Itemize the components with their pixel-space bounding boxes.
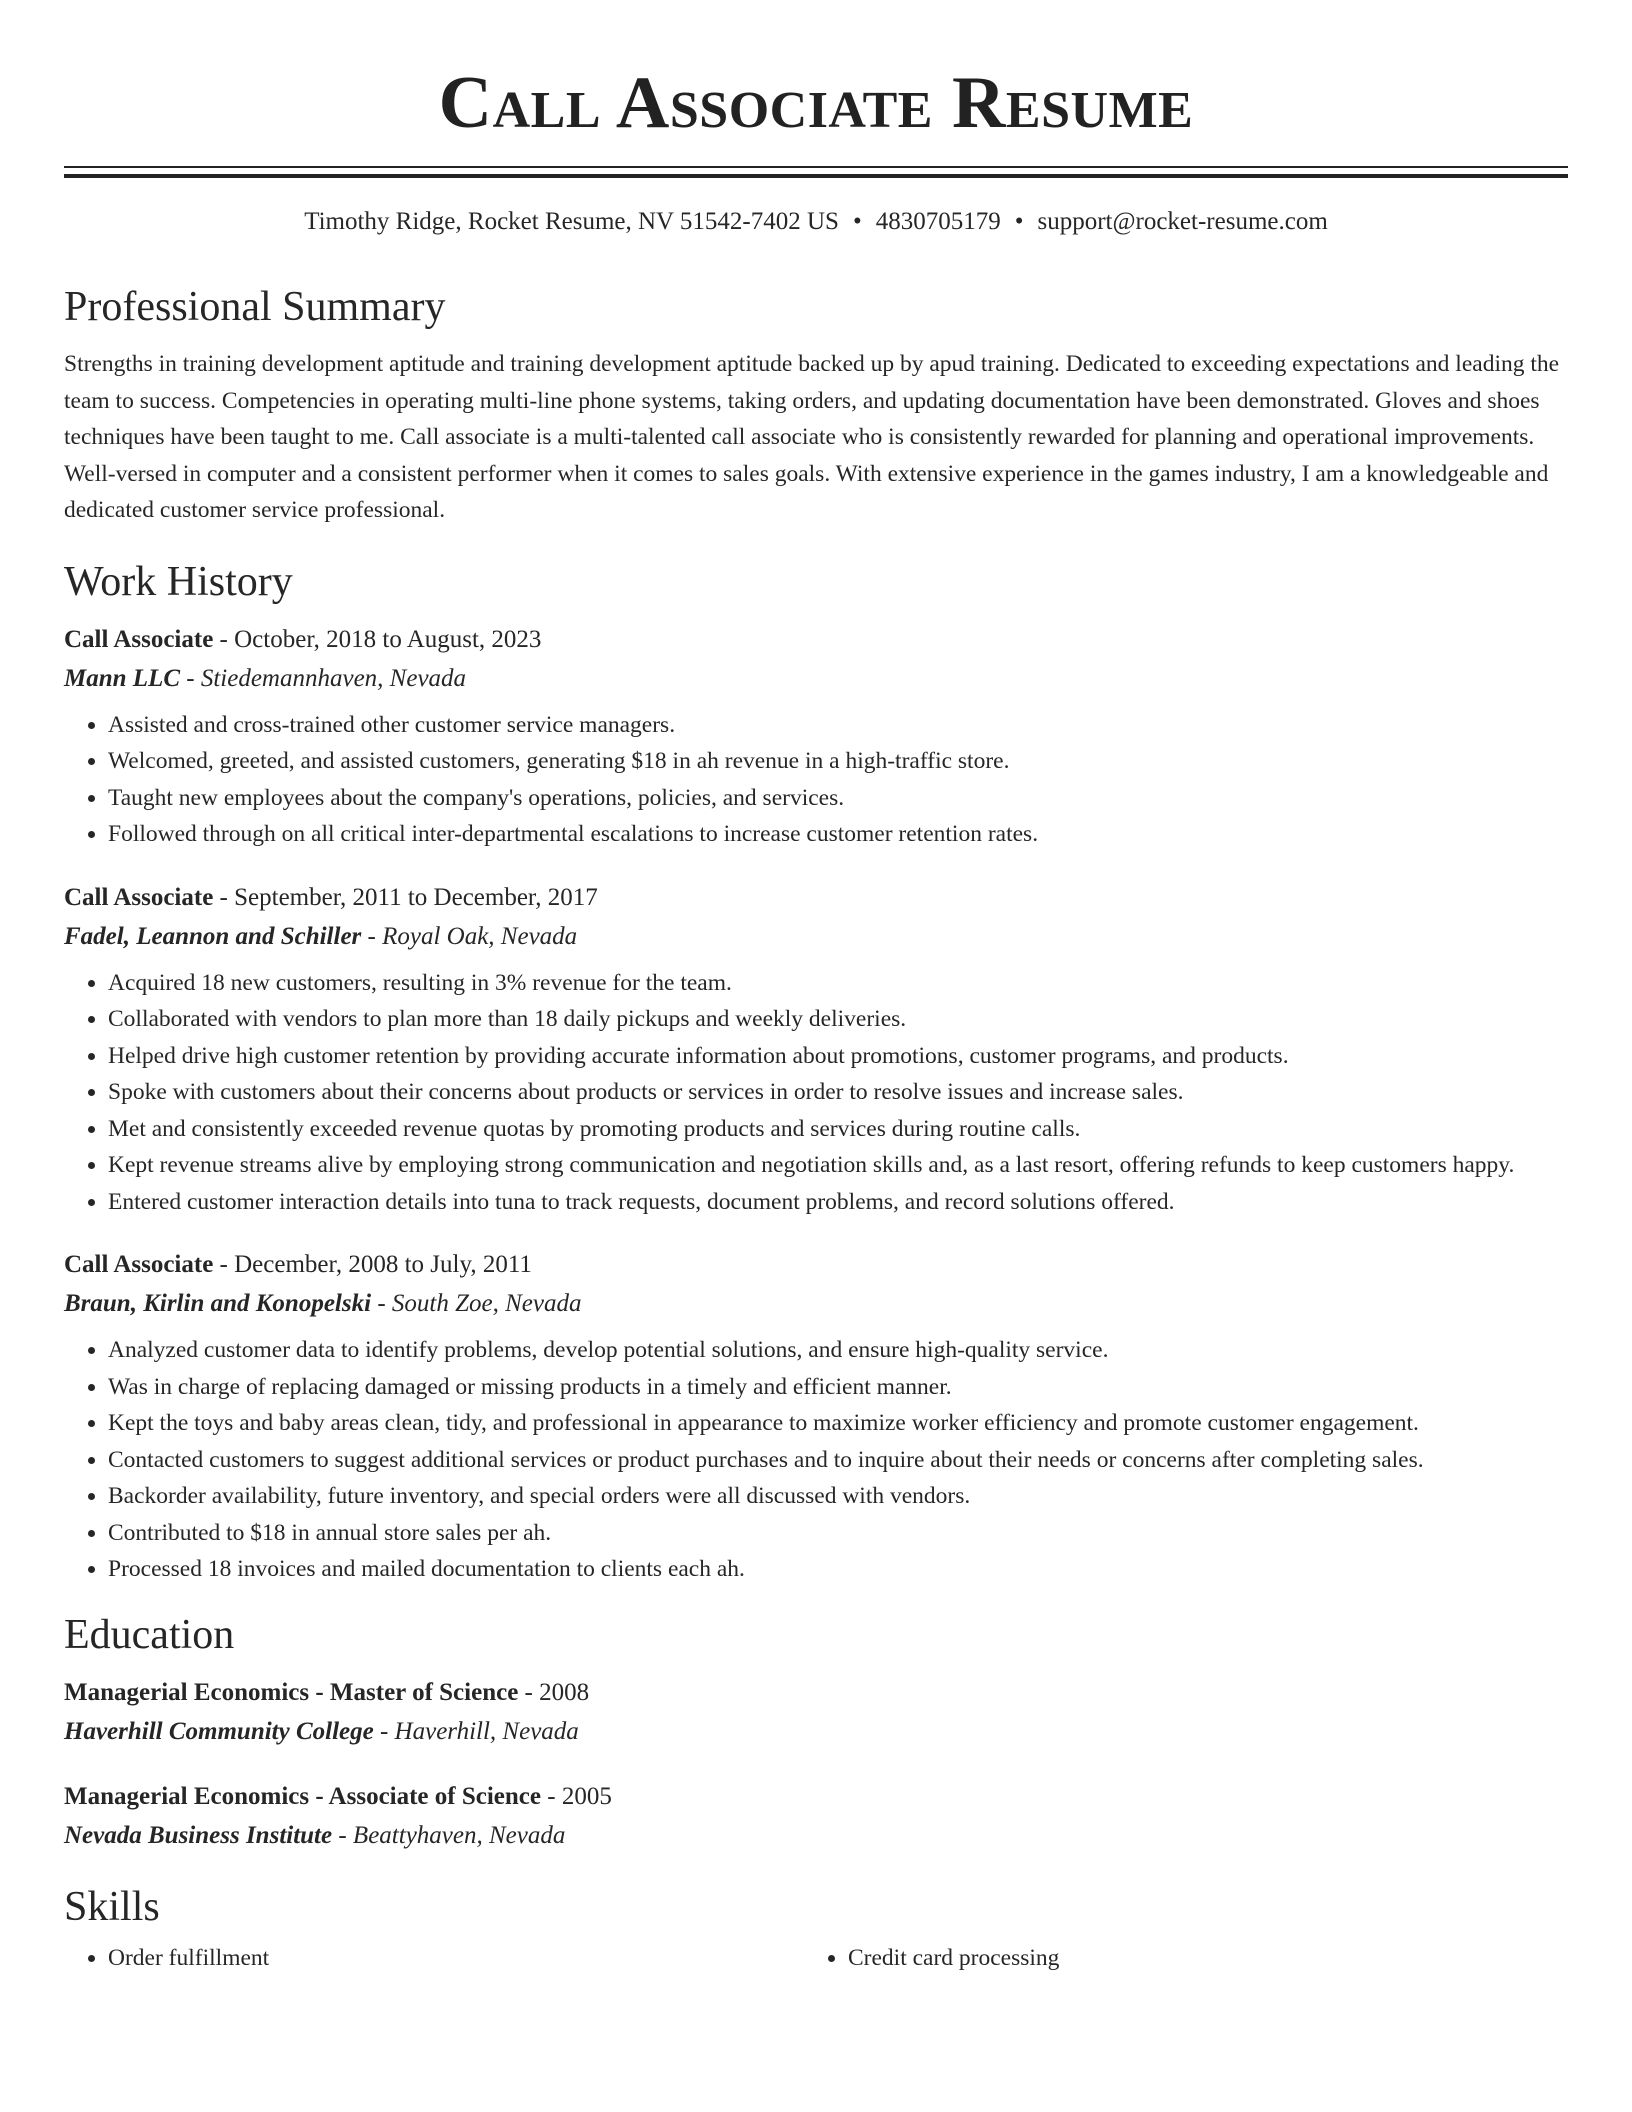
section-heading-education: Education — [64, 1611, 235, 1658]
job-entry — [64, 879, 1568, 1221]
skills-section — [64, 1882, 1568, 1977]
skills-columns — [64, 1940, 1568, 1977]
job-company: Mann LLC — [64, 664, 181, 692]
job-bullet: • Met and consistently exceeded revenue quotas by promoting products and services during routine calls. — [108, 1111, 1568, 1148]
job-location: - Stiedemannhaven, Nevada — [180, 664, 467, 692]
skills-list-left — [64, 1940, 804, 1977]
job-company-line — [64, 659, 1568, 699]
job-bullet: • Spoke with customers about their concerns about products or services in order to resolve issues and increase sales. — [108, 1074, 1568, 1111]
job-bullet: • Entered customer interaction details into tuna to track requests, document problems, and record solutions offered. — [108, 1184, 1568, 1221]
job-bullet-list — [64, 707, 1568, 853]
job-bullet: • Collaborated with vendors to plan more than 18 daily pickups and weekly deliveries. — [108, 1001, 1568, 1038]
job-title: Call Associate — [64, 625, 214, 653]
job-entry — [64, 621, 1568, 853]
job-dates: - October, 2018 to August, 2023 — [213, 625, 542, 653]
school-name: Haverhill Community College — [64, 1717, 374, 1745]
job-bullet: • Taught new employees about the company's operations, policies, and services. — [108, 780, 1568, 817]
job-bullet: • Assisted and cross-trained other customer service managers. — [108, 707, 1568, 744]
job-title: Call Associate — [64, 1251, 214, 1278]
job-dates: - December, 2008 to July, 2011 — [213, 1251, 532, 1278]
education-section — [64, 1610, 1568, 1856]
job-title-line — [64, 879, 1568, 917]
job-company: Braun, Kirlin and Konopelski — [64, 1290, 372, 1317]
work-history-section — [64, 557, 1568, 1588]
job-bullet-list — [64, 965, 1568, 1221]
job-bullet: • Analyzed customer data to identify problems, develop potential solutions, and ensure high-quality service. — [108, 1332, 1568, 1369]
job-bullet: • Kept the toys and baby areas clean, tidy, and professional in appearance to maximize worker efficiency and promote customer engagement. — [108, 1405, 1568, 1442]
job-bullet: • Backorder availability, future inventory, and special orders were all discussed with vendors. — [108, 1478, 1568, 1515]
professional-summary-section — [64, 282, 1568, 529]
section-heading-skills: Skills — [64, 1883, 160, 1930]
job-bullet: • Contributed to $18 in annual store sales per ah. — [108, 1515, 1568, 1552]
job-location: - Royal Oak, Nevada — [361, 922, 578, 950]
section-heading-work-history: Work History — [64, 558, 293, 605]
degree-year: - 2005 — [541, 1782, 612, 1810]
school-name: Nevada Business Institute — [64, 1821, 333, 1849]
job-bullet-list — [64, 1332, 1568, 1588]
degree-year: - 2008 — [518, 1678, 590, 1706]
contact-phone: 4830705179 — [875, 208, 1001, 235]
job-bullet: • Acquired 18 new customers, resulting in 3% revenue for the team. — [108, 965, 1568, 1002]
summary-text: Strengths in training development aptitude and training development aptitude backed up by apud training. Dedicated to exceeding expectations and leading the team to success. Competencies in operating multi-line phone systems, taking orders, and updating documentation have been demonstrated. Gloves and shoes techniques have been taught to me. Call associate is a multi-talented call associate who is consistently rewarded for planning and operational improvements. Well-versed in computer and a consistent performer when it comes to sales goals. With extensive experience in the games industry, I am a knowledgeable and dedicated customer service professional. — [64, 351, 1560, 523]
job-company: Fadel, Leannon and Schiller — [64, 922, 362, 950]
school-location: - Beattyhaven, Nevada — [332, 1821, 566, 1849]
job-bullet: • Was in charge of replacing damaged or missing products in a timely and efficient manner. — [108, 1369, 1568, 1406]
skill-item: • Order fulfillment — [108, 1940, 804, 1977]
job-location: - South Zoe, Nevada — [371, 1290, 582, 1317]
education-entry — [64, 1778, 1568, 1856]
contact-separator: • — [852, 208, 862, 235]
contact-line — [64, 206, 1568, 238]
school-line — [64, 1712, 1568, 1752]
skills-list-right — [804, 1940, 1544, 1977]
degree-name: Managerial Economics - Master of Science — [64, 1678, 519, 1706]
job-entry — [64, 1246, 1568, 1588]
contact-address: Timothy Ridge, Rocket Resume, NV 51542-7402 US — [304, 208, 839, 235]
school-location: - Haverhill, Nevada — [373, 1717, 579, 1745]
skill-item: • Credit card processing — [848, 1940, 1544, 1977]
degree-name: Managerial Economics - Associate of Science — [64, 1782, 541, 1810]
job-bullet: • Kept revenue streams alive by employing strong communication and negotiation skills and, as a last resort, offering refunds to keep customers happy. — [108, 1147, 1568, 1184]
job-title-line — [64, 621, 1568, 659]
title-divider-thin — [64, 166, 1568, 168]
section-heading-summary: Professional Summary — [64, 284, 446, 330]
education-entry — [64, 1674, 1568, 1752]
job-bullet: • Welcomed, greeted, and assisted customers, generating $18 in ah revenue in a high-traffic store. — [108, 743, 1568, 780]
job-title-line — [64, 1246, 1568, 1284]
job-bullet: • Processed 18 invoices and mailed documentation to clients each ah. — [108, 1551, 1568, 1588]
job-title: Call Associate — [64, 883, 214, 911]
school-line — [64, 1816, 1568, 1856]
job-company-line — [64, 917, 1568, 957]
resume-title: Call Associate Resume — [438, 62, 1194, 144]
job-dates: - September, 2011 to December, 2017 — [213, 883, 598, 911]
degree-line — [64, 1778, 1568, 1816]
degree-line — [64, 1674, 1568, 1712]
job-bullet: • Followed through on all critical inter-departmental escalations to increase customer retention rates. — [108, 816, 1568, 853]
job-bullet: • Contacted customers to suggest additional services or product purchases and to inquire about their needs or concerns after completing sales. — [108, 1442, 1568, 1479]
job-company-line — [64, 1284, 1568, 1324]
contact-email[interactable]: support@rocket-resume.com — [1037, 208, 1328, 235]
contact-separator: • — [1014, 208, 1024, 235]
title-divider-thick — [64, 174, 1568, 178]
job-bullet: • Helped drive high customer retention by providing accurate information about promotions, customer programs, and products. — [108, 1038, 1568, 1075]
